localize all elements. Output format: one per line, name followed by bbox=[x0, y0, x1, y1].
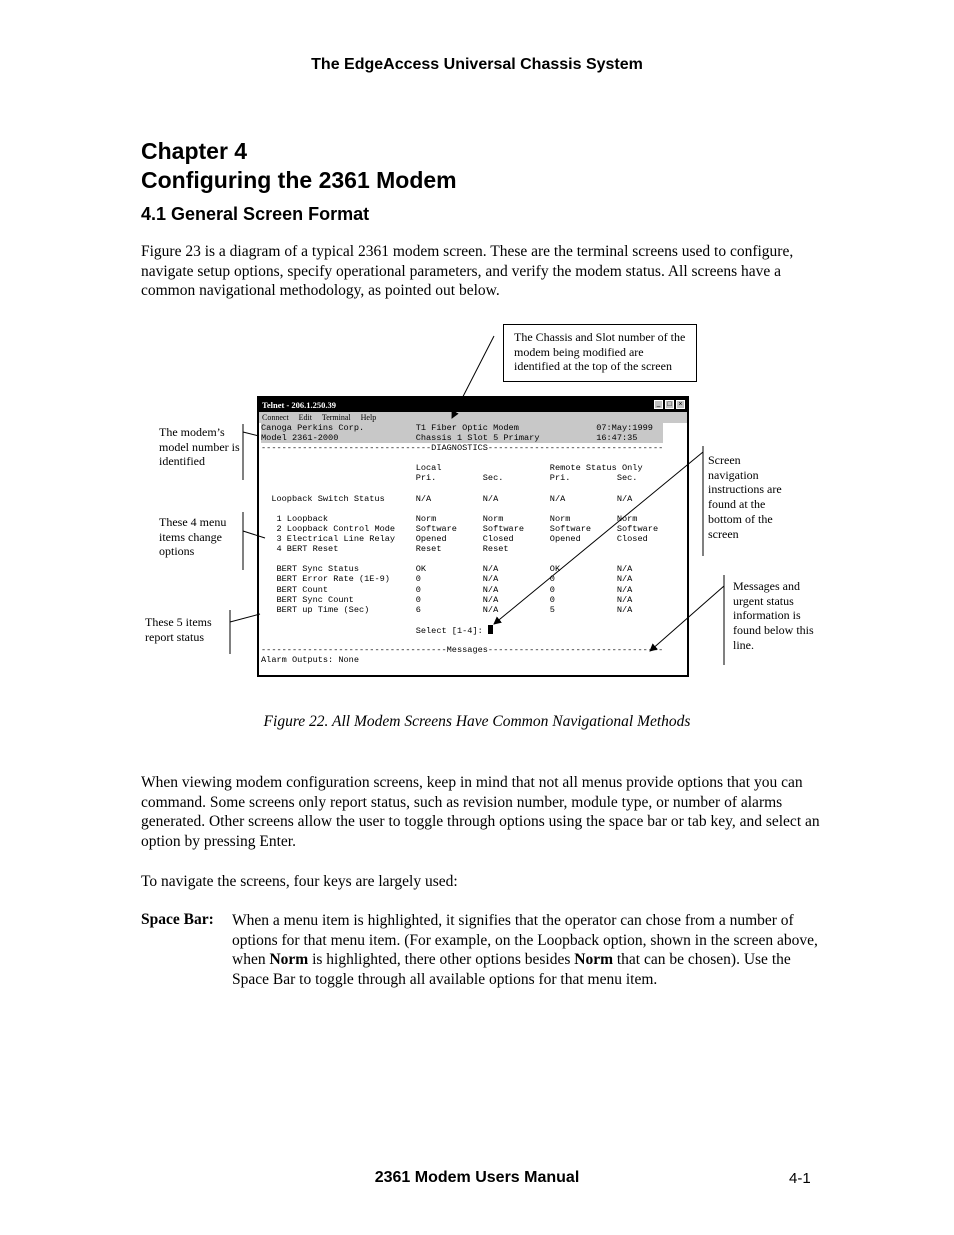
paragraph-3: To navigate the screens, four keys are largely used: bbox=[141, 873, 458, 890]
definition-term: Space Bar: bbox=[141, 911, 214, 928]
intro-paragraph: Figure 23 is a diagram of a typical 2361 modem screen. These are the terminal screens used to configure, navigate setup options, specify operational parameters, and verify the modem status. All screens have a common navigational methodology, as pointed out below. bbox=[141, 243, 794, 300]
terminal-line: 1 Loopback Norm Norm Norm Norm bbox=[261, 513, 638, 524]
terminal-line: Alarm Outputs: None bbox=[261, 655, 359, 666]
callout-navigation: Screen navigation instructions are found at the bottom of the screen bbox=[708, 453, 782, 541]
callout-model-number: The modem’s model number is identified bbox=[159, 425, 240, 469]
terminal-line: Pri. Sec. Pri. Sec. bbox=[261, 473, 638, 484]
terminal-title: Telnet - 206.1.250.39 bbox=[262, 400, 337, 410]
close-icon[interactable]: × bbox=[676, 400, 685, 409]
callout-chassis-slot: The Chassis and Slot number of the modem being modified are identified at the top of the screen bbox=[503, 324, 697, 382]
callout-line-navigation bbox=[494, 452, 703, 624]
chapter-title: Configuring the 2361 Modem bbox=[141, 167, 457, 193]
terminal-line: 4 BERT Reset Reset Reset bbox=[261, 544, 509, 555]
menu-terminal[interactable]: Terminal bbox=[321, 413, 351, 422]
definition-text-2: is highlighted, there other options besides bbox=[308, 951, 575, 969]
terminal-line: 3 Electrical Line Relay Opened Closed Opened Closed bbox=[261, 534, 648, 545]
page-number: 4-1 bbox=[789, 1170, 811, 1187]
minimize-icon[interactable]: _ bbox=[654, 400, 663, 409]
menu-edit[interactable]: Edit bbox=[298, 413, 313, 422]
definition-bold-1: Norm bbox=[269, 951, 309, 969]
terminal-line: Local Remote Status Only bbox=[261, 463, 643, 474]
terminal-line: Select [1-4]: bbox=[261, 625, 663, 635]
definition-text-3: that can be chosen). Use the Space Bar to toggle through all available options for that menu item. bbox=[232, 951, 791, 989]
callout-line-top bbox=[452, 336, 494, 418]
menu-help[interactable]: Help bbox=[360, 413, 377, 422]
terminal-line: Model 2361-2000 Chassis 1 Slot 5 Primary 16:47:35 bbox=[261, 433, 663, 443]
callout-line-messages bbox=[650, 586, 724, 651]
terminal-line: ------------------------------------Messages---------------------------------- bbox=[261, 645, 664, 656]
terminal-line: BERT Sync Count 0 N/A 0 N/A bbox=[261, 594, 633, 605]
figure-caption: Figure 22. All Modem Screens Have Common Navigational Methods bbox=[263, 713, 691, 730]
terminal-line: BERT Count 0 N/A 0 N/A bbox=[261, 584, 633, 595]
menu-connect[interactable]: Connect bbox=[262, 413, 289, 422]
terminal-line: BERT Error Rate (1E-9) 0 N/A 0 N/A bbox=[261, 574, 633, 585]
footer-title: 2361 Modem Users Manual bbox=[374, 1169, 580, 1186]
terminal-line: Loopback Switch Status N/A N/A N/A N/A bbox=[261, 493, 633, 504]
definition-text bbox=[232, 911, 822, 990]
maximize-icon[interactable]: □ bbox=[665, 400, 674, 409]
definition-text-1: When a menu item is highlighted, it signifies that the operator can chose from a number of options for that menu item. (For example, on the Loopback option, shown in the screen above, when bbox=[232, 912, 818, 969]
terminal-line: 2 Loopback Control Mode Software Software Software Software bbox=[261, 523, 659, 534]
paragraph-2: When viewing modem configuration screens, keep in mind that not all menus provide options that you can command. Some screens only report status, such as revision number, module type, or number of alarms generated. Other screens allow the user to toggle through options using the space bar or tab key, and select an option by pressing Enter. bbox=[141, 774, 820, 851]
section-heading: 4.1 General Screen Format bbox=[141, 204, 370, 224]
terminal-line: Canoga Perkins Corp. T1 Fiber Optic Modem 07:May:1999 bbox=[261, 423, 663, 433]
definition-bold-2: Norm bbox=[574, 951, 613, 969]
callout-menu-items: These 4 menu items change options bbox=[159, 515, 227, 559]
callout-messages: Messages and urgent status information is found below this line. bbox=[733, 579, 814, 652]
terminal-line: BERT up Time (Sec) 6 N/A 5 N/A bbox=[261, 604, 633, 615]
terminal-line: ---------------------------------DIAGNOSTICS---------------------------------- bbox=[261, 443, 664, 454]
terminal-line: BERT Sync Status OK N/A OK N/A bbox=[261, 564, 633, 575]
running-header: The EdgeAccess Universal Chassis System bbox=[311, 56, 643, 73]
callout-status-items: These 5 items report status bbox=[145, 615, 212, 644]
chapter-label: Chapter 4 bbox=[141, 138, 248, 164]
